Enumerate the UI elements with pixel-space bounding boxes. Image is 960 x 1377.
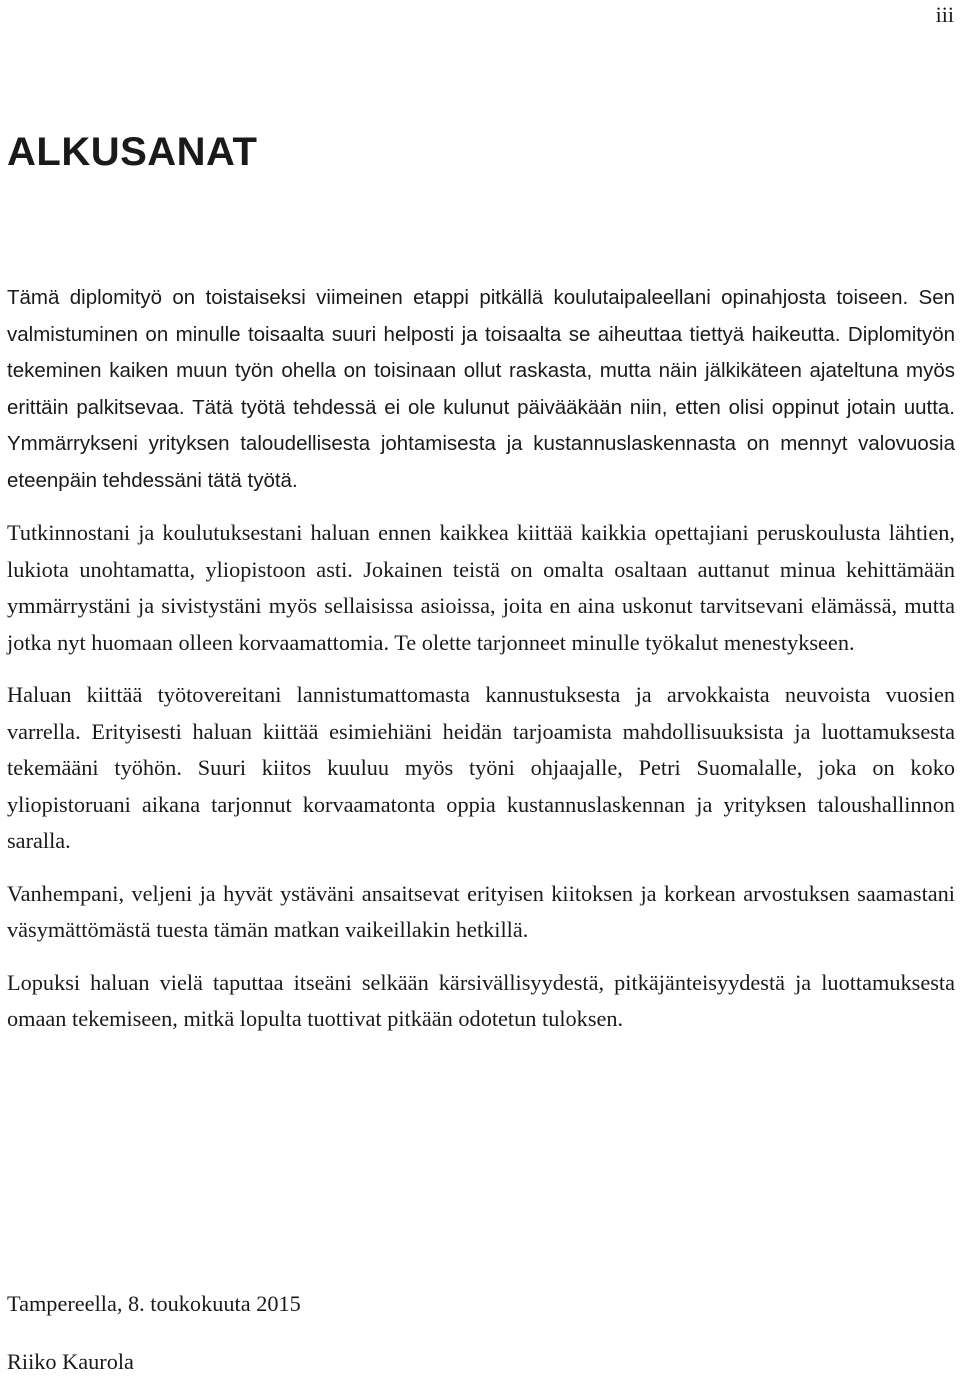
preface-body: [7, 280, 955, 1054]
place-date: Tampereella, 8. toukokuuta 2015: [7, 1291, 301, 1316]
page-number: iii: [935, 2, 954, 27]
author-signature-name: Riiko Kaurola: [7, 1349, 134, 1374]
paragraph-3: Haluan kiittää työtovereitani lannistumattomasta kannustuksesta ja arvokkaista neuvoista vuosien varrella. Erityisesti haluan kiittää esimiehiäni heidän tarjoamista mahdollisuuksista ja luottamuksesta tekemääni työhön. Suuri kiitos kuuluu myös työni ohjaajalle, Petri Suomalalle, joka on koko yliopistoruani aikana tarjonnut korvaamatonta oppia kustannuslaskennan ja yrityksen taloushallinnon saralla.: [7, 682, 955, 853]
paragraph-2: Tutkinnostani ja koulutuksestani haluan ennen kaikkea kiittää kaikkia opettajiani peruskoulusta lähtien, lukiota unohtamatta, yliopistoon asti. Jokainen teistä on omalta osaltaan auttanut minua kehittämään ymmärrystäni ja sivistystäni myös sellaisissa asioissa, joita en aina uskonut tarvitsevani elämässä, mutta jotka nyt huomaan olleen korvaamattomia. Te olette tarjonneet minulle työkalut menestykseen.: [7, 520, 955, 655]
page-title: ALKUSANAT: [7, 130, 258, 174]
paragraph-1: Tämä diplomityö on toistaiseksi viimeinen etappi pitkällä koulutaipaleellani opinahjosta toiseen. Sen valmistuminen on minulle toisaalta suuri helposti ja toisaalta se aiheuttaa tiettyä haikeutta. Diplomityön tekeminen kaiken muun työn ohella on toisinaan ollut raskasta, mutta näin jälkikäteen ajateltuna myös erittäin palkitsevaa. Tätä työtä tehdessä ei ole kulunut päivääkään niin, etten olisi oppinut jotain uutta. Ymmärrykseni yrityksen taloudellisesta johtamisesta ja kustannuslaskennasta on mennyt valovuosia eteenpäin tehdessäni tätä työtä.: [7, 286, 955, 492]
paragraph-4: Vanhempani, veljeni ja hyvät ystäväni ansaitsevat erityisen kiitoksen ja korkean arvostuksen saamastani väsymättömästä tuesta tämän matkan vaikeillakin hetkillä.: [7, 880, 955, 942]
paragraph-5: Lopuksi haluan vielä taputtaa itseäni selkään kärsivällisyydestä, pitkäjänteisyydestä ja luottamuksesta omaan tekemiseen, mitkä lopulta tuottivat pitkään odotetun tuloksen.: [7, 969, 955, 1031]
